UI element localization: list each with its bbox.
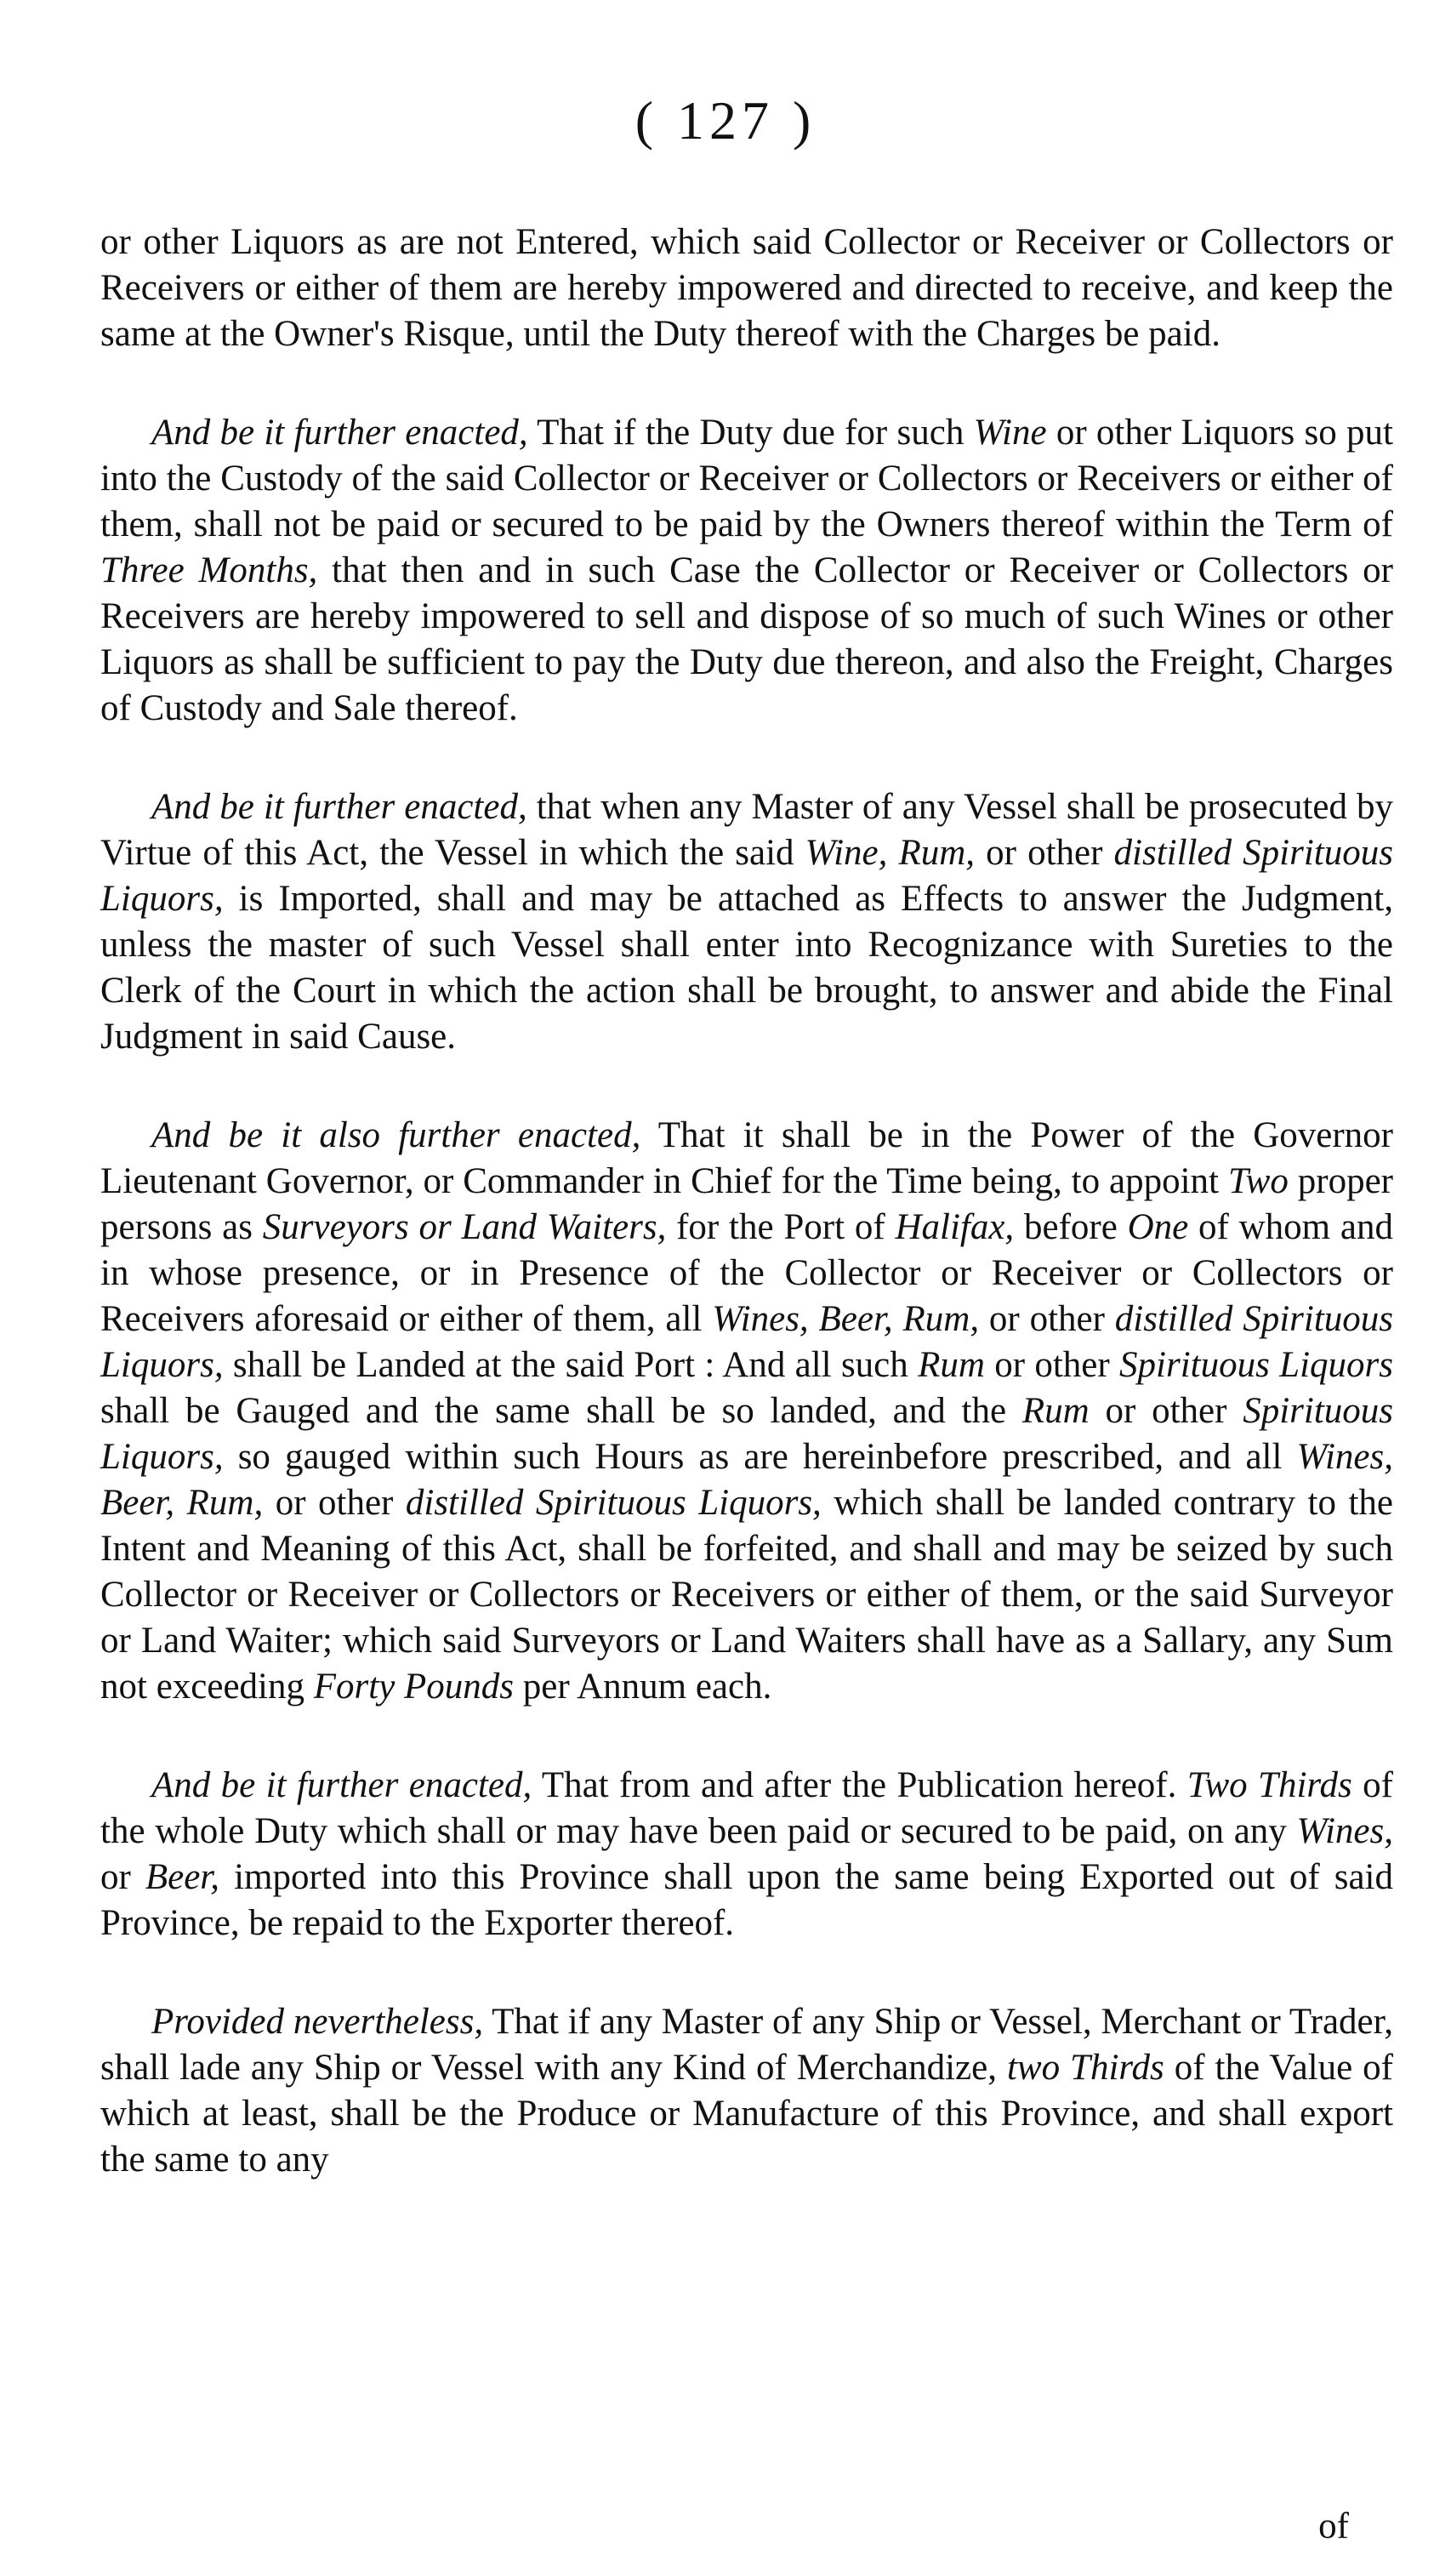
text-run: or other [979,1299,1115,1339]
italic-text: Forty Pounds [313,1667,515,1707]
text-run: proper persons as [100,1161,1393,1247]
body-text [100,219,1393,2183]
italic-text: Spirituous Liquors [1119,1345,1393,1385]
text-run: that then and in such Case the Collector or Receiver or Collectors or Receivers are hereby impowered to sell and dispose of so much of such Wines or other Liquors as shall be sufficient to pay the Duty due thereon, and also the Freight, Charges of Custody and Sale thereof. [100,550,1394,728]
italic-text: Wines, Beer, Rum, [712,1299,980,1339]
italic-text: Provided nevertheless, [151,2002,484,2042]
italic-text: distilled Spirituous Liquors, [100,833,1393,919]
italic-text: Wines, [1296,1811,1393,1851]
text-run: for the Port of [666,1207,896,1247]
italic-text: Spirituous Liquors, [100,1391,1394,1477]
text-run: shall be Gauged and the same shall be so landed, and the [100,1391,1022,1431]
italic-text: One [1127,1207,1189,1247]
italic-text: Two [1227,1161,1289,1201]
text-run: which shall be landed contrary to the Intent and Meaning of this Act, shall be forfeited, and shall and may be seized by such Collector or Receiver or Collectors or Receivers or either of them, or the said Surveyor or Land Waiter; which said Surveyors or Land Waiters shall have as a Sallary, any Sum not exceeding [100,1483,1393,1707]
text-run: or other [263,1483,406,1523]
text-run: or other Liquors so put into the Custody of the said Collector or Receiver or Collectors or Receivers or either of them, shall not be paid or secured to be paid by the Owners thereof within the Term of [100,413,1393,544]
italic-text: distilled Spirituous Liquors, [405,1483,822,1523]
text-run: that when any Master of any Vessel shall be prosecuted by Virtue of this Act, the Vessel in which the said [100,787,1393,873]
paragraph [100,1763,1393,1946]
text-run: That if the Duty due for such [527,413,974,453]
italic-text: Wine, Rum, [805,833,976,873]
text-run: shall be Landed at the said Port : And all such [223,1345,919,1385]
italic-text: Rum [1021,1391,1090,1431]
italic-text: distilled Spirituous Liquors, [100,1299,1393,1385]
italic-text: And be it further enacted, [151,787,527,827]
italic-text: Wine [973,413,1047,453]
italic-text: Wines, Beer, Rum, [100,1437,1393,1523]
catchword: of [1318,2506,1349,2546]
italic-text: Surveyors or Land Waiters, [262,1207,667,1247]
text-run: before [1014,1207,1128,1247]
paragraph [100,1999,1393,2183]
text-run: or other [1089,1391,1243,1431]
italic-text: And be it also further enacted, [151,1115,641,1155]
italic-text: Three Months, [100,550,318,590]
text-run: That if any Master of any Ship or Vessel, Merchant or Trader, shall lade any Ship or Vessel with any Kind of Merchandize, [100,2002,1393,2088]
paragraph [100,219,1393,357]
text-run: That it shall be in the Power of the Governor Lieutenant Governor, or Commander in Chief for the Time being, to appoint [100,1115,1394,1201]
text-run: of the Value of which at least, shall be the Produce or Manufacture of this Province, and shall export the same to any [100,2048,1393,2180]
text-run: per Annum each. [514,1667,772,1707]
text-run: imported into this Province shall upon the same being Exported out of said Province, be repaid to the Exporter thereof. [100,1857,1393,1943]
text-run: or other [984,1345,1120,1385]
paragraph [100,784,1393,1060]
text-run: so gauged within such Hours as are hereinbefore prescribed, and all [223,1437,1297,1477]
italic-text: And be it further enacted, [151,413,528,453]
italic-text: Halifax, [895,1207,1015,1247]
text-run: is Imported, shall and may be attached as Effects to answer the Judgment, unless the master of such Vessel shall enter into Recognizance with Sureties to the Clerk of the Court in which the action shall be brought, to answer and abide the Final Judgment in said Cause. [100,879,1393,1057]
text-run: or other Liquors as are not Entered, which said Collector or Receiver or Collectors or Receivers or either of them are hereby impowered and directed to receive, and keep the same at the Owner's Risque, until the Duty thereof with the Charges be paid. [100,222,1393,354]
text-run: or other [975,833,1114,873]
text-run: That from and after the Publication hereof. [532,1765,1187,1805]
text-run: or [100,1857,145,1897]
paragraph [100,1113,1393,1710]
italic-text: And be it further enacted, [151,1765,532,1805]
paragraph [100,410,1393,732]
italic-text: Two Thirds [1186,1765,1352,1805]
italic-text: Beer, [145,1857,220,1897]
page-number: ( 127 ) [634,90,817,151]
italic-text: Rum [918,1345,985,1385]
text-run: of whom and in whose presence, or in Presence of the Collector or Receiver or Collectors or Receivers aforesaid or either of them, all [100,1207,1393,1339]
text-run: of the whole Duty which shall or may have been paid or secured to be paid, on any [100,1765,1393,1851]
italic-text: two Thirds [1006,2048,1164,2088]
